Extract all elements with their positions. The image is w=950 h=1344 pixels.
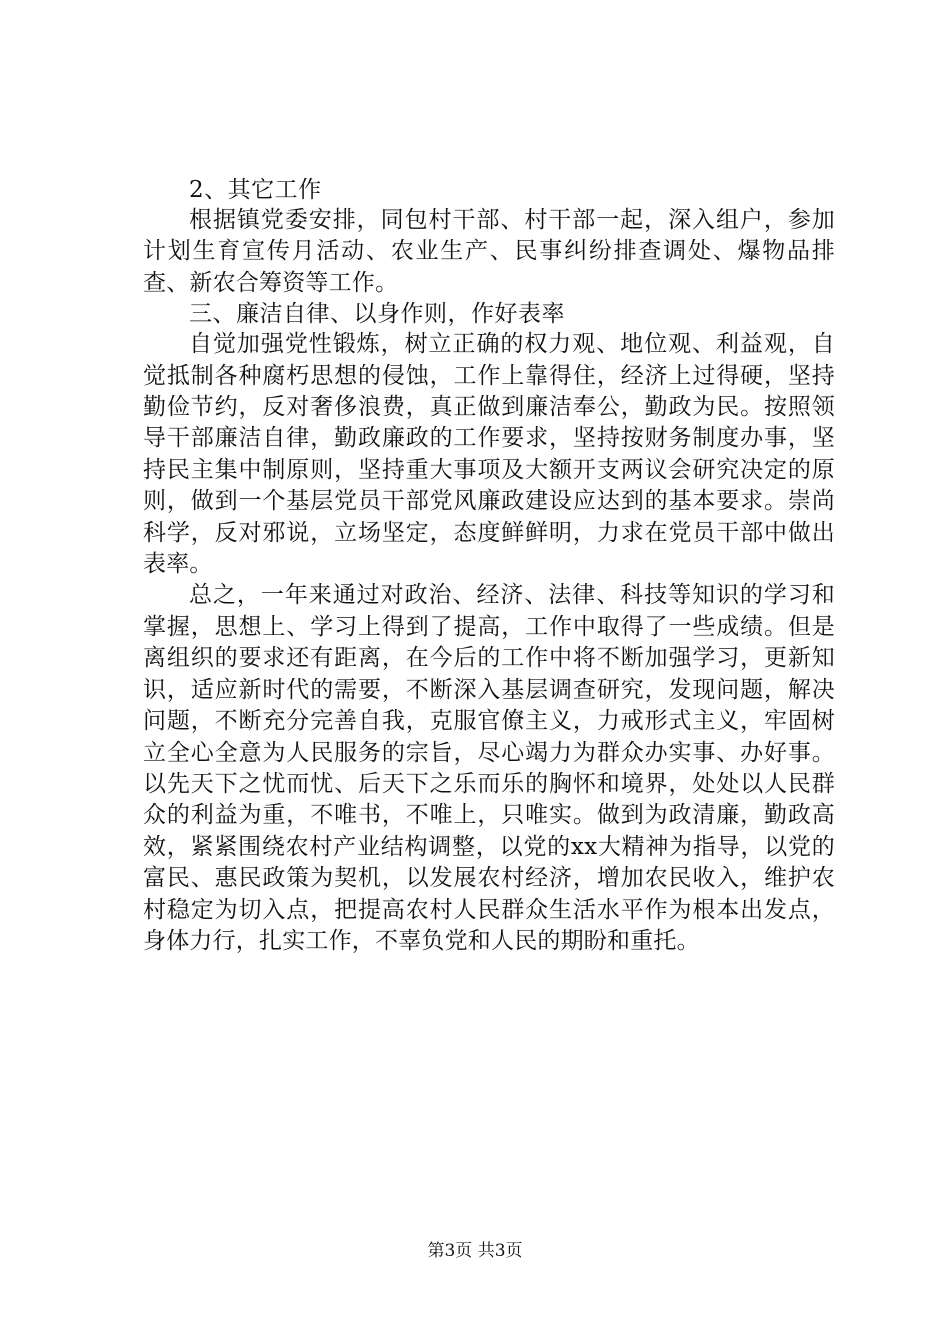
- page-number-footer: 第3页 共3页: [427, 1241, 523, 1261]
- section-heading-integrity: 三、廉洁自律、以身作则，作好表率: [189, 301, 565, 328]
- document-body: [143, 175, 835, 957]
- paragraph-integrity: 自觉加强党性锻炼，树立正确的权力观、地位观、利益观，自觉抵制各种腐朽思想的侵蚀，工作上靠得住，经济上过得硬，坚持勤俭节约，反对奢侈浪费，真正做到廉洁奉公，勤政为民。按照领导干部廉洁自律，勤政廉政的工作要求，坚持按财务制度办事，坚持民主集中制原则，坚持重大事项及大额开支两议会研究决定的原则，做到一个基层党员干部党风廉政建设应达到的基本要求。崇尚科学，反对邪说，立场坚定，态度鲜鲜明，力求在党员干部中做出表率。: [143, 331, 835, 578]
- paragraph-summary: 总之，一年来通过对政治、经济、法律、科技等知识的学习和掌握，思想上、学习上得到了提高，工作中取得了一些成绩。但是离组织的要求还有距离，在今后的工作中将不断加强学习，更新知识，适应新时代的需要，不断深入基层调查研究，发现问题，解决问题，不断充分完善自我，克服官僚主义，力戒形式主义，牢固树立全心全意为人民服务的宗旨，尽心竭力为群众办实事、办好事。以先天下之忧而忧、后天下之乐而乐的胸怀和境界，处处以人民群众的利益为重，不唯书，不唯上，只唯实。做到为政清廉，勤政高效，紧紧围绕农村产业结构调整，以党的xx大精神为指导，以党的富民、惠民政策为契机，以发展农村经济，增加农民收入，维护农村稳定为切入点，把提高农村人民群众生活水平作为根本出发点，身体力行，扎实工作，不辜负党和人民的期盼和重托。: [143, 582, 835, 954]
- paragraph-other-work: 根据镇党委安排，同包村干部、村干部一起，深入组户，参加计划生育宣传月活动、农业生产、民事纠纷排查调处、爆物品排查、新农合筹资等工作。: [143, 207, 835, 296]
- section-heading-other-work: 2、其它工作: [189, 177, 322, 203]
